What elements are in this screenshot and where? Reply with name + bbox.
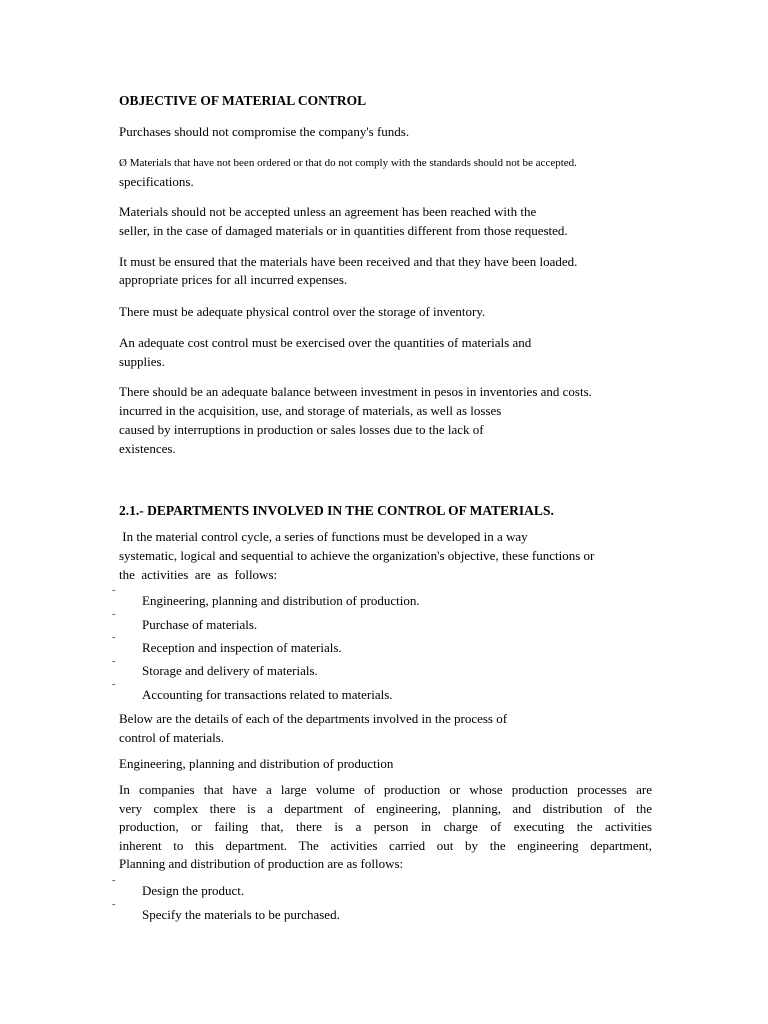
list-item: Reception and inspection of materials. (142, 640, 342, 655)
paragraph-line: inherent to this department. The activities carried out by the engineering department, (119, 837, 652, 853)
bullet-mark: ˜ (112, 636, 116, 647)
paragraph-companies (119, 781, 652, 874)
paragraph-not-ordered: Ø Materials that have not been ordered or that do not comply with the standards should not be accepted. (119, 157, 577, 169)
paragraph-line: Planning and distribution of production are as follows: (119, 856, 404, 871)
paragraph-line: In companies that have a large volume of production or whose production processes are (119, 782, 652, 797)
paragraph-balance-line4: existences. (119, 441, 176, 456)
list-item: Specify the materials to be purchased. (142, 907, 340, 922)
paragraph-line: very complex there is a department of engineering, planning, and distribution of the (119, 800, 652, 816)
paragraph-balance-line2: incurred in the acquisition, use, and storage of materials, as well as losses (119, 403, 502, 418)
list-item: Engineering, planning and distribution of production. (142, 593, 420, 608)
bullet-mark: ˜ (112, 589, 116, 600)
paragraph-line: production, or failing that, there is a person in charge of executing the activities (119, 819, 652, 834)
bullet-mark: ˜ (112, 903, 116, 914)
list-item: Purchase of materials. (142, 617, 258, 632)
paragraph-specifications: specifications. (119, 174, 194, 189)
paragraph-ensure-line1: It must be ensured that the materials have been received and that they have been loaded. (119, 254, 578, 269)
paragraph-funds: Purchases should not compromise the company's funds. (119, 124, 410, 139)
list-item: Accounting for transactions related to materials. (142, 687, 393, 702)
paragraph-cost-control-line1: An adequate cost control must be exercised over the quantities of materials and (119, 335, 532, 350)
paragraph-balance-line3: caused by interruptions in production or sales losses due to the lack of (119, 422, 484, 437)
bullet-mark: ˜ (112, 683, 116, 694)
paragraph-cycle-line1: In the material control cycle, a series of functions must be developed in a way (119, 529, 528, 544)
paragraph-balance-line1: There should be an adequate balance between investment in pesos in inventories and costs. (119, 384, 592, 399)
list-item: Design the product. (142, 883, 245, 898)
paragraph-agreement-line2: seller, in the case of damaged materials or in quantities different from those requested. (119, 223, 568, 238)
bullet-mark: ˜ (112, 879, 116, 890)
paragraph-cost-control-line2: supplies. (119, 354, 165, 369)
paragraph-cycle-line2: systematic, logical and sequential to achieve the organization's objective, these functions or (119, 548, 595, 563)
heading-objective: OBJECTIVE OF MATERIAL CONTROL (119, 93, 367, 108)
bullet-mark: ˜ (112, 660, 116, 671)
paragraph-physical-control: There must be adequate physical control over the storage of inventory. (119, 304, 486, 319)
paragraph-agreement-line1: Materials should not be accepted unless an agreement has been reached with the (119, 204, 537, 219)
list-item: Storage and delivery of materials. (142, 663, 318, 678)
paragraph-ensure-line2: appropriate prices for all incurred expenses. (119, 272, 348, 287)
paragraph-details-line1: Below are the details of each of the departments involved in the process of (119, 711, 508, 726)
paragraph-details-line2: control of materials. (119, 730, 225, 745)
heading-departments: 2.1.- DEPARTMENTS INVOLVED IN THE CONTROL OF MATERIALS. (119, 503, 554, 518)
paragraph-cycle-line3: the activities are as follows: (119, 567, 278, 582)
bullet-mark: ˜ (112, 613, 116, 624)
subheading-engineering: Engineering, planning and distribution of production (119, 756, 394, 771)
